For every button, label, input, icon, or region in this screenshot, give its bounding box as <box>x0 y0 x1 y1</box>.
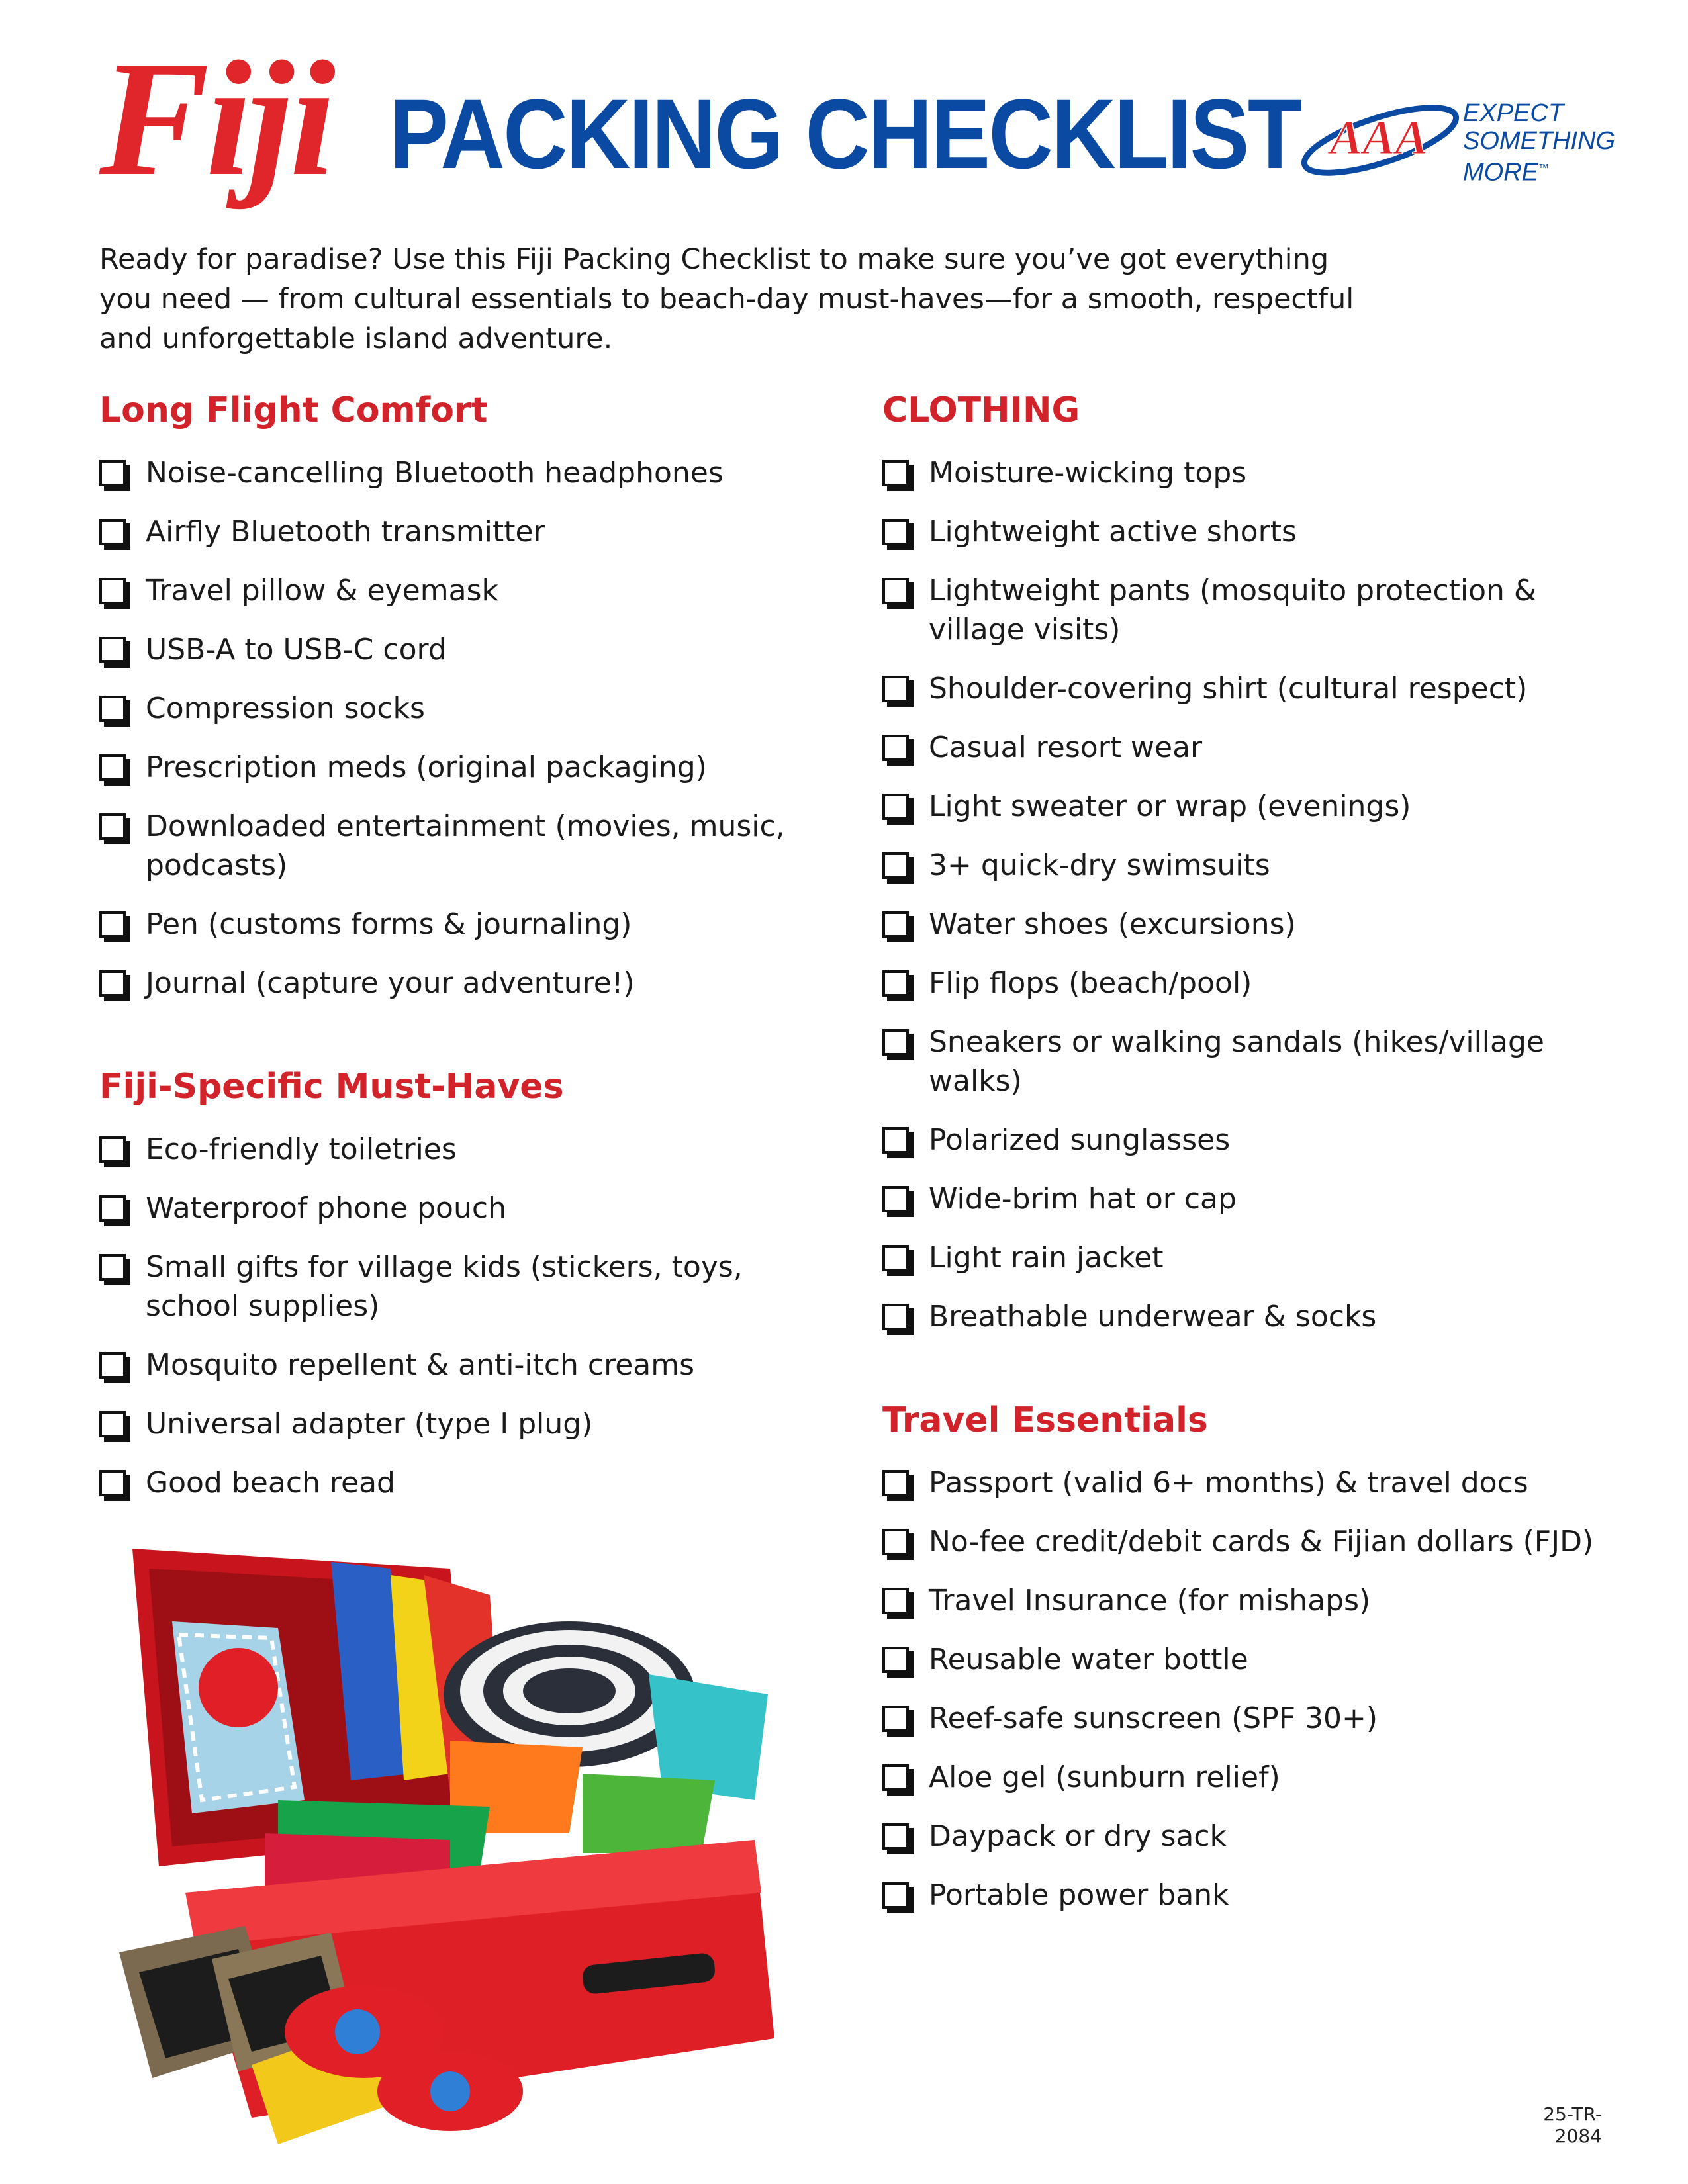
checklist-item-label: Good beach read <box>146 1466 395 1500</box>
checkbox-icon[interactable] <box>882 1823 909 1850</box>
checklist-item-label: Breathable underwear & socks <box>929 1300 1377 1334</box>
checkbox-icon[interactable] <box>882 1529 909 1555</box>
checkbox-icon[interactable] <box>882 578 909 604</box>
checkbox-icon[interactable] <box>99 519 126 545</box>
checkbox-icon[interactable] <box>99 460 126 486</box>
checklist-item[interactable] <box>882 1463 1611 1502</box>
checklist-item-label: Polarized sunglasses <box>929 1123 1231 1157</box>
checklist-item[interactable] <box>882 787 1611 826</box>
left-column <box>99 387 814 1563</box>
checklist-item[interactable] <box>882 1581 1611 1620</box>
checkbox-icon[interactable] <box>99 1254 126 1281</box>
checklist-item-label: Travel Insurance (for mishaps) <box>929 1584 1371 1617</box>
checklist-item[interactable] <box>882 846 1611 885</box>
checklist-item[interactable] <box>882 905 1611 944</box>
checklist-item-label: Small gifts for village kids (stickers, toys, school supplies) <box>146 1250 743 1323</box>
checklist-item-label: Shoulder-covering shirt (cultural respect) <box>929 672 1528 705</box>
checkbox-icon[interactable] <box>99 1411 126 1437</box>
checklist-item-label: Flip flops (beach/pool) <box>929 966 1252 1000</box>
intro-text: Ready for paradise? Use this Fiji Packing Checklist to make sure you’ve got everything you need — from cultural essentials to beach-day must-haves—for a smooth, respectful and unforgettable island adventure. <box>99 243 1354 355</box>
checklist-item-label: Journal (capture your adventure!) <box>146 966 635 1000</box>
checkbox-icon[interactable] <box>882 1764 909 1791</box>
checkbox-icon[interactable] <box>882 1588 909 1614</box>
checkbox-icon[interactable] <box>882 794 909 820</box>
checklist-item[interactable] <box>882 453 1611 492</box>
section-heading: Fiji-Specific Must-Haves <box>99 1067 564 1107</box>
checklist-item[interactable] <box>882 1238 1611 1277</box>
checkbox-icon[interactable] <box>882 676 909 702</box>
checklist-item-label: Daypack or dry sack <box>929 1819 1227 1853</box>
checklist-item[interactable] <box>99 512 814 551</box>
trademark: ™ <box>1538 163 1549 174</box>
checklist-item[interactable] <box>882 728 1611 767</box>
checkbox-icon[interactable] <box>99 696 126 722</box>
checkbox-icon[interactable] <box>99 578 126 604</box>
checklist-item-label: Wide-brim hat or cap <box>929 1182 1237 1216</box>
checklist-item[interactable] <box>882 571 1611 649</box>
checkbox-icon[interactable] <box>882 735 909 761</box>
checklist-item[interactable] <box>99 964 814 1003</box>
checklist-item[interactable] <box>882 1817 1611 1856</box>
section-heading: Travel Essentials <box>882 1400 1208 1440</box>
checklist-item-label: Eco-friendly toiletries <box>146 1132 457 1166</box>
checklist-item-label: 3+ quick-dry swimsuits <box>929 848 1270 882</box>
checklist-item-label: Noise-cancelling Bluetooth headphones <box>146 456 724 490</box>
checklist-item[interactable] <box>882 1699 1611 1738</box>
checklist-item[interactable] <box>99 1345 814 1385</box>
checklist-item[interactable] <box>99 1130 814 1169</box>
checklist-item[interactable] <box>882 1522 1611 1561</box>
section-fiji-specific <box>99 1064 814 1502</box>
aaa-logo-text: AAA <box>1329 111 1429 165</box>
checklist-item[interactable] <box>99 807 814 885</box>
tagline-line: EXPECT <box>1463 99 1564 127</box>
checklist-item-label: Universal adapter (type I plug) <box>146 1407 593 1441</box>
aaa-logo <box>1294 93 1466 185</box>
checklist-item-label: Portable power bank <box>929 1878 1229 1912</box>
checklist-item[interactable] <box>882 1640 1611 1679</box>
checkbox-icon[interactable] <box>99 1470 126 1496</box>
checklist-item-label: Lightweight pants (mosquito protection & village visits) <box>929 574 1537 647</box>
checklist-item-label: Prescription meds (original packaging) <box>146 751 707 784</box>
checkbox-icon[interactable] <box>99 1195 126 1222</box>
section-long-flight <box>99 387 814 1003</box>
checklist-item[interactable] <box>882 1876 1611 1915</box>
checklist-item[interactable] <box>99 1248 814 1326</box>
checklist-item-label: Travel pillow & eyemask <box>146 574 498 608</box>
checkbox-icon[interactable] <box>882 852 909 879</box>
checklist-item[interactable] <box>882 1120 1611 1160</box>
checklist-item[interactable] <box>882 1179 1611 1218</box>
checklist-item-label: Reusable water bottle <box>929 1643 1248 1676</box>
checkbox-icon[interactable] <box>882 519 909 545</box>
tagline-line: SOMETHING <box>1463 127 1616 155</box>
checklist-item-label: No-fee credit/debit cards & Fijian dollars (FJD) <box>929 1525 1594 1559</box>
checkbox-icon[interactable] <box>99 754 126 781</box>
checklist-item[interactable] <box>99 1463 814 1502</box>
checkbox-icon[interactable] <box>882 1186 909 1212</box>
checklist-item-label: Airfly Bluetooth transmitter <box>146 515 545 549</box>
checkbox-icon[interactable] <box>882 1706 909 1732</box>
checklist-item[interactable] <box>99 630 814 669</box>
checkbox-icon[interactable] <box>882 1127 909 1154</box>
checklist-item[interactable] <box>882 1297 1611 1336</box>
checklist-item-label: Aloe gel (sunburn relief) <box>929 1760 1280 1794</box>
checklist-item[interactable] <box>99 1404 814 1443</box>
checklist-item[interactable] <box>882 964 1611 1003</box>
checklist-item[interactable] <box>882 1023 1611 1101</box>
checklist-item-label: Casual resort wear <box>929 731 1203 764</box>
checkbox-icon[interactable] <box>882 970 909 997</box>
checklist-item-label: Reef-safe sunscreen (SPF 30+) <box>929 1702 1378 1735</box>
checklist-item-label: Mosquito repellent & anti-itch creams <box>146 1348 695 1382</box>
checkbox-icon[interactable] <box>882 1470 909 1496</box>
checklist-item[interactable] <box>99 905 814 944</box>
suitcase-illustration <box>79 1522 827 2158</box>
checklist-item-label: Lightweight active shorts <box>929 515 1297 549</box>
checklist-item-label: Compression socks <box>146 692 425 725</box>
checklist-item-label: Sneakers or walking sandals (hikes/village walks) <box>929 1025 1544 1098</box>
section-clothing <box>882 387 1611 1336</box>
checkbox-icon[interactable] <box>882 1647 909 1673</box>
checklist-item-label: Pen (customs forms & journaling) <box>146 907 632 941</box>
tagline <box>1463 99 1662 187</box>
checklist-item[interactable] <box>99 453 814 492</box>
checklist-item[interactable] <box>882 669 1611 708</box>
checklist-item[interactable] <box>882 512 1611 551</box>
checkbox-icon[interactable] <box>99 1136 126 1163</box>
checkbox-icon[interactable] <box>99 911 126 938</box>
tagline-line: MORE™ <box>1463 158 1549 187</box>
fiji-script-title: Fiji <box>99 27 332 210</box>
page-title: PACKING CHECKLIST <box>389 78 1301 189</box>
checklist-item-label: Light rain jacket <box>929 1241 1164 1275</box>
document-code: 25-TR-2084 <box>1543 2103 1602 2147</box>
section-heading: Long Flight Comfort <box>99 390 488 430</box>
checklist-item-label: Waterproof phone pouch <box>146 1191 506 1225</box>
checklist-item-label: Light sweater or wrap (evenings) <box>929 790 1411 823</box>
checklist-item-label: USB-A to USB-C cord <box>146 633 447 666</box>
section-heading: CLOTHING <box>882 390 1080 430</box>
checklist-item[interactable] <box>99 571 814 610</box>
checkbox-icon[interactable] <box>882 1245 909 1271</box>
page-header <box>0 0 1688 238</box>
checkbox-icon[interactable] <box>882 1304 909 1330</box>
checklist-item-label: Moisture-wicking tops <box>929 456 1247 490</box>
checklist-item-label: Water shoes (excursions) <box>929 907 1296 941</box>
checklist-item-label: Downloaded entertainment (movies, music, podcasts) <box>146 809 785 882</box>
checkbox-icon[interactable] <box>99 637 126 663</box>
checkbox-icon[interactable] <box>882 460 909 486</box>
checklist-item-label: Passport (valid 6+ months) & travel docs <box>929 1466 1528 1500</box>
checkbox-icon[interactable] <box>99 970 126 997</box>
right-column <box>882 387 1611 1976</box>
checkbox-icon[interactable] <box>882 1882 909 1909</box>
checklist-item[interactable] <box>99 748 814 787</box>
checkbox-icon[interactable] <box>99 813 126 840</box>
checklist-item[interactable] <box>882 1758 1611 1797</box>
checklist-item[interactable] <box>99 689 814 728</box>
section-travel-essentials <box>882 1397 1611 1915</box>
checkbox-icon[interactable] <box>882 1029 909 1056</box>
checkbox-icon[interactable] <box>882 911 909 938</box>
checklist-item[interactable] <box>99 1189 814 1228</box>
checkbox-icon[interactable] <box>99 1352 126 1379</box>
